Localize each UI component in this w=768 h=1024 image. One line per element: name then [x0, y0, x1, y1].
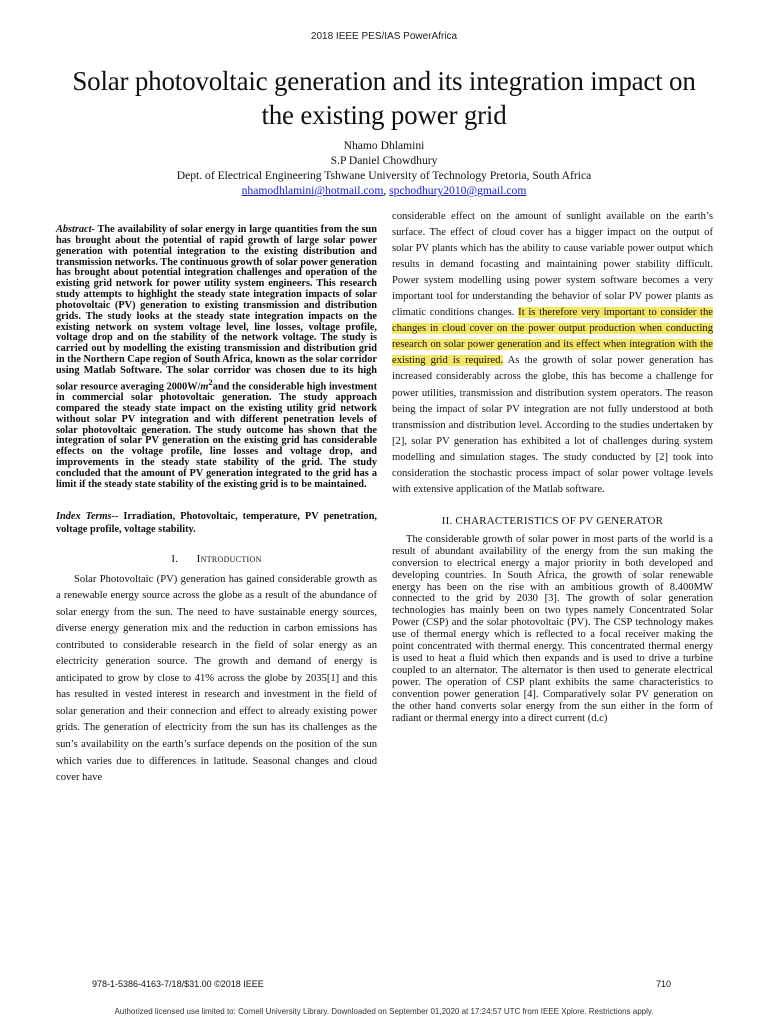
abstract-text: The availability of solar energy in large quantities from the sun has brought about the potential of rapid growth of large solar power generation with potential integration to the existing distribution and transmission networks. The continuous growth of solar power generation has brought about potential integration challenges and operation of the existing grid network for power utility system engineers. This research study attempts to highlight the steady state integration impacts of solar photovoltaic (PV) generation to existing transmission and distribution grids. The study looks at the steady state integration impacts on the existing network on system voltage level, line losses, voltage profile, voltage drop and on the stability of the network voltage. The study is carried out by modelling the existing transmission and distribution grid in the Northern Cape region of South Africa, known as the solar corridor using Matlab Software. The solar corridor was chosen due to its high solar resource averaging 2000W/ — [56, 224, 377, 393]
index-terms — [56, 510, 377, 536]
index-terms-text: Irradiation, Photovoltaic, temperature, PV penetration, voltage profile, voltage stability. — [56, 510, 377, 535]
paragraph-text: considerable effect on the amount of sunlight available on the earth’s surface. The effect of cloud cover has a bigger impact on the output of solar PV plants which has the ability to cause variable power output which results in demand focasting and maintaining power stability difficult. Power system modelling using power system software becomes a very important tool for understanding the behavior of solar PV power plants as climatic conditions changes. — [392, 211, 713, 319]
paragraph — [392, 209, 713, 498]
right-column — [392, 209, 713, 725]
unit-exponent: 2 — [208, 376, 213, 387]
email-line — [70, 183, 698, 198]
index-terms-lead: Index Terms-- — [56, 510, 119, 522]
conference-header: 2018 IEEE PES/IAS PowerAfrica — [310, 31, 458, 42]
authorization-notice: Authorized licensed use limited to: Cornell University Library. Downloaded on September 01,2020 at 17:24:57 UTC from IEEE Xplore. Restrictions apply. — [114, 1007, 654, 1016]
paragraph-text: As the growth of solar power generation has increased considerably across the globe, this has become a challenge for power utilities, transmission and distribution system operators. The reason being the impact of solar PV integration are not fully understood at both transmission and distribution level. According to the studies undertaken by [2], solar PV generation has exhibited a lot of challenges during system modelling and simulation stages. The study conducted by [2] took into consideration the stochastic process impact of solar power voltage levels with extensive application of the Matlab software. — [392, 355, 713, 495]
author-block — [70, 138, 698, 198]
section-number: I. — [171, 552, 179, 565]
abstract-text: and the considerable high investment in commercial solar photovoltaic generation. The study approach compared the steady state impact on the existing utility grid network without solar PV integration and with different penetration levels of solar photovoltaic generation. The study outcome has shown that the integration of solar PV generation on the existing grid has considerable effects on the voltage profile, line losses and voltage drop, and improvements in the steady state stability of the grid. The study concluded that the amount of PV generation integrated to the grid has a limit if the steady state stability of the existing grid is to be maintained. — [56, 381, 377, 490]
affiliation: Dept. of Electrical Engineering Tshwane University of Technology Pretoria, South Africa — [176, 169, 592, 182]
email-link[interactable]: spchodhury2010@gmail.com — [389, 184, 527, 197]
abstract-lead: Abstract- — [56, 224, 95, 235]
section-heading — [56, 553, 377, 566]
isbn-footer: 978-1-5386-4163-7/18/$31.00 ©2018 IEEE — [92, 979, 264, 989]
author-name: S.P Daniel Chowdhury — [330, 154, 438, 167]
unit-symbol: m — [200, 381, 209, 393]
section-heading: II. CHARACTERISTICS OF PV GENERATOR — [441, 514, 664, 527]
highlighted-text: It is therefore very important to consider the changes in cloud cover on the power output production when conducting research on solar power generation and its effect when integration with the existing grid is required. — [392, 307, 713, 367]
page-number: 710 — [656, 979, 672, 989]
email-link[interactable]: nhamodhlamini@hotmail.com — [241, 184, 384, 197]
abstract — [56, 225, 377, 491]
left-column — [56, 225, 377, 787]
author-name: Nhamo Dhlamini — [343, 139, 425, 152]
paragraph: The considerable growth of solar power in most parts of the world is a result of abundant availability of the energy from the sun making the conversion to electrical energy a major priority in both developed and developing countries. In South Africa, the growth of solar renewable energy has been on the rise with an ambitious growth of 8.400MW connected to the grid by 2030 [3]. The growth of solar generation technologies has mainly been on two types namely Concentrated Solar Power (CSP) and the solar photovoltaic (PV). The CSP technology makes use of thermal energy which is reflected to a focal receiver making the point concentrated with thermal energy. This concentrated thermal energy is used to heat a fluid which then expands and is used to drive a turbine coupled to an alternator. The alternator is then used to generate electrical power. The operation of CSP plant exhibits the same characteristics to convention power generation [4]. Comparatively solar PV generation on the other hand converts solar energy from the sun either in the form of radiant or thermal energy into a direct current (d.c) — [392, 533, 713, 724]
paragraph: Solar Photovoltaic (PV) generation has gained considerable growth as a renewable energy source across the globe as a result of the abundance of solar energy from the sun. The need to have sustainable energy sources, diverse energy generation mix and the reduction in carbon emissions has contributed to considerable research in the field of solar energy as an electricity generation source. The growth and demand of energy is anticipated to grow by close to 41% across the globe by 2035[1] and this has resulted in vested interest in research and investment in the field of solar generation and their connection and effect to already existing power grids. The generation of electricity from the sun has its challenges as the sun’s availability on the earth’s surface depends on the position of the sun which varies due to differences in latitude. Seasonal changes and cloud cover have — [56, 573, 377, 784]
email-separator: , — [383, 184, 390, 197]
section-title: Introduction — [196, 552, 262, 565]
paper-title: Solar photovoltaic generation and its integration impact on the existing power grid — [72, 66, 696, 130]
